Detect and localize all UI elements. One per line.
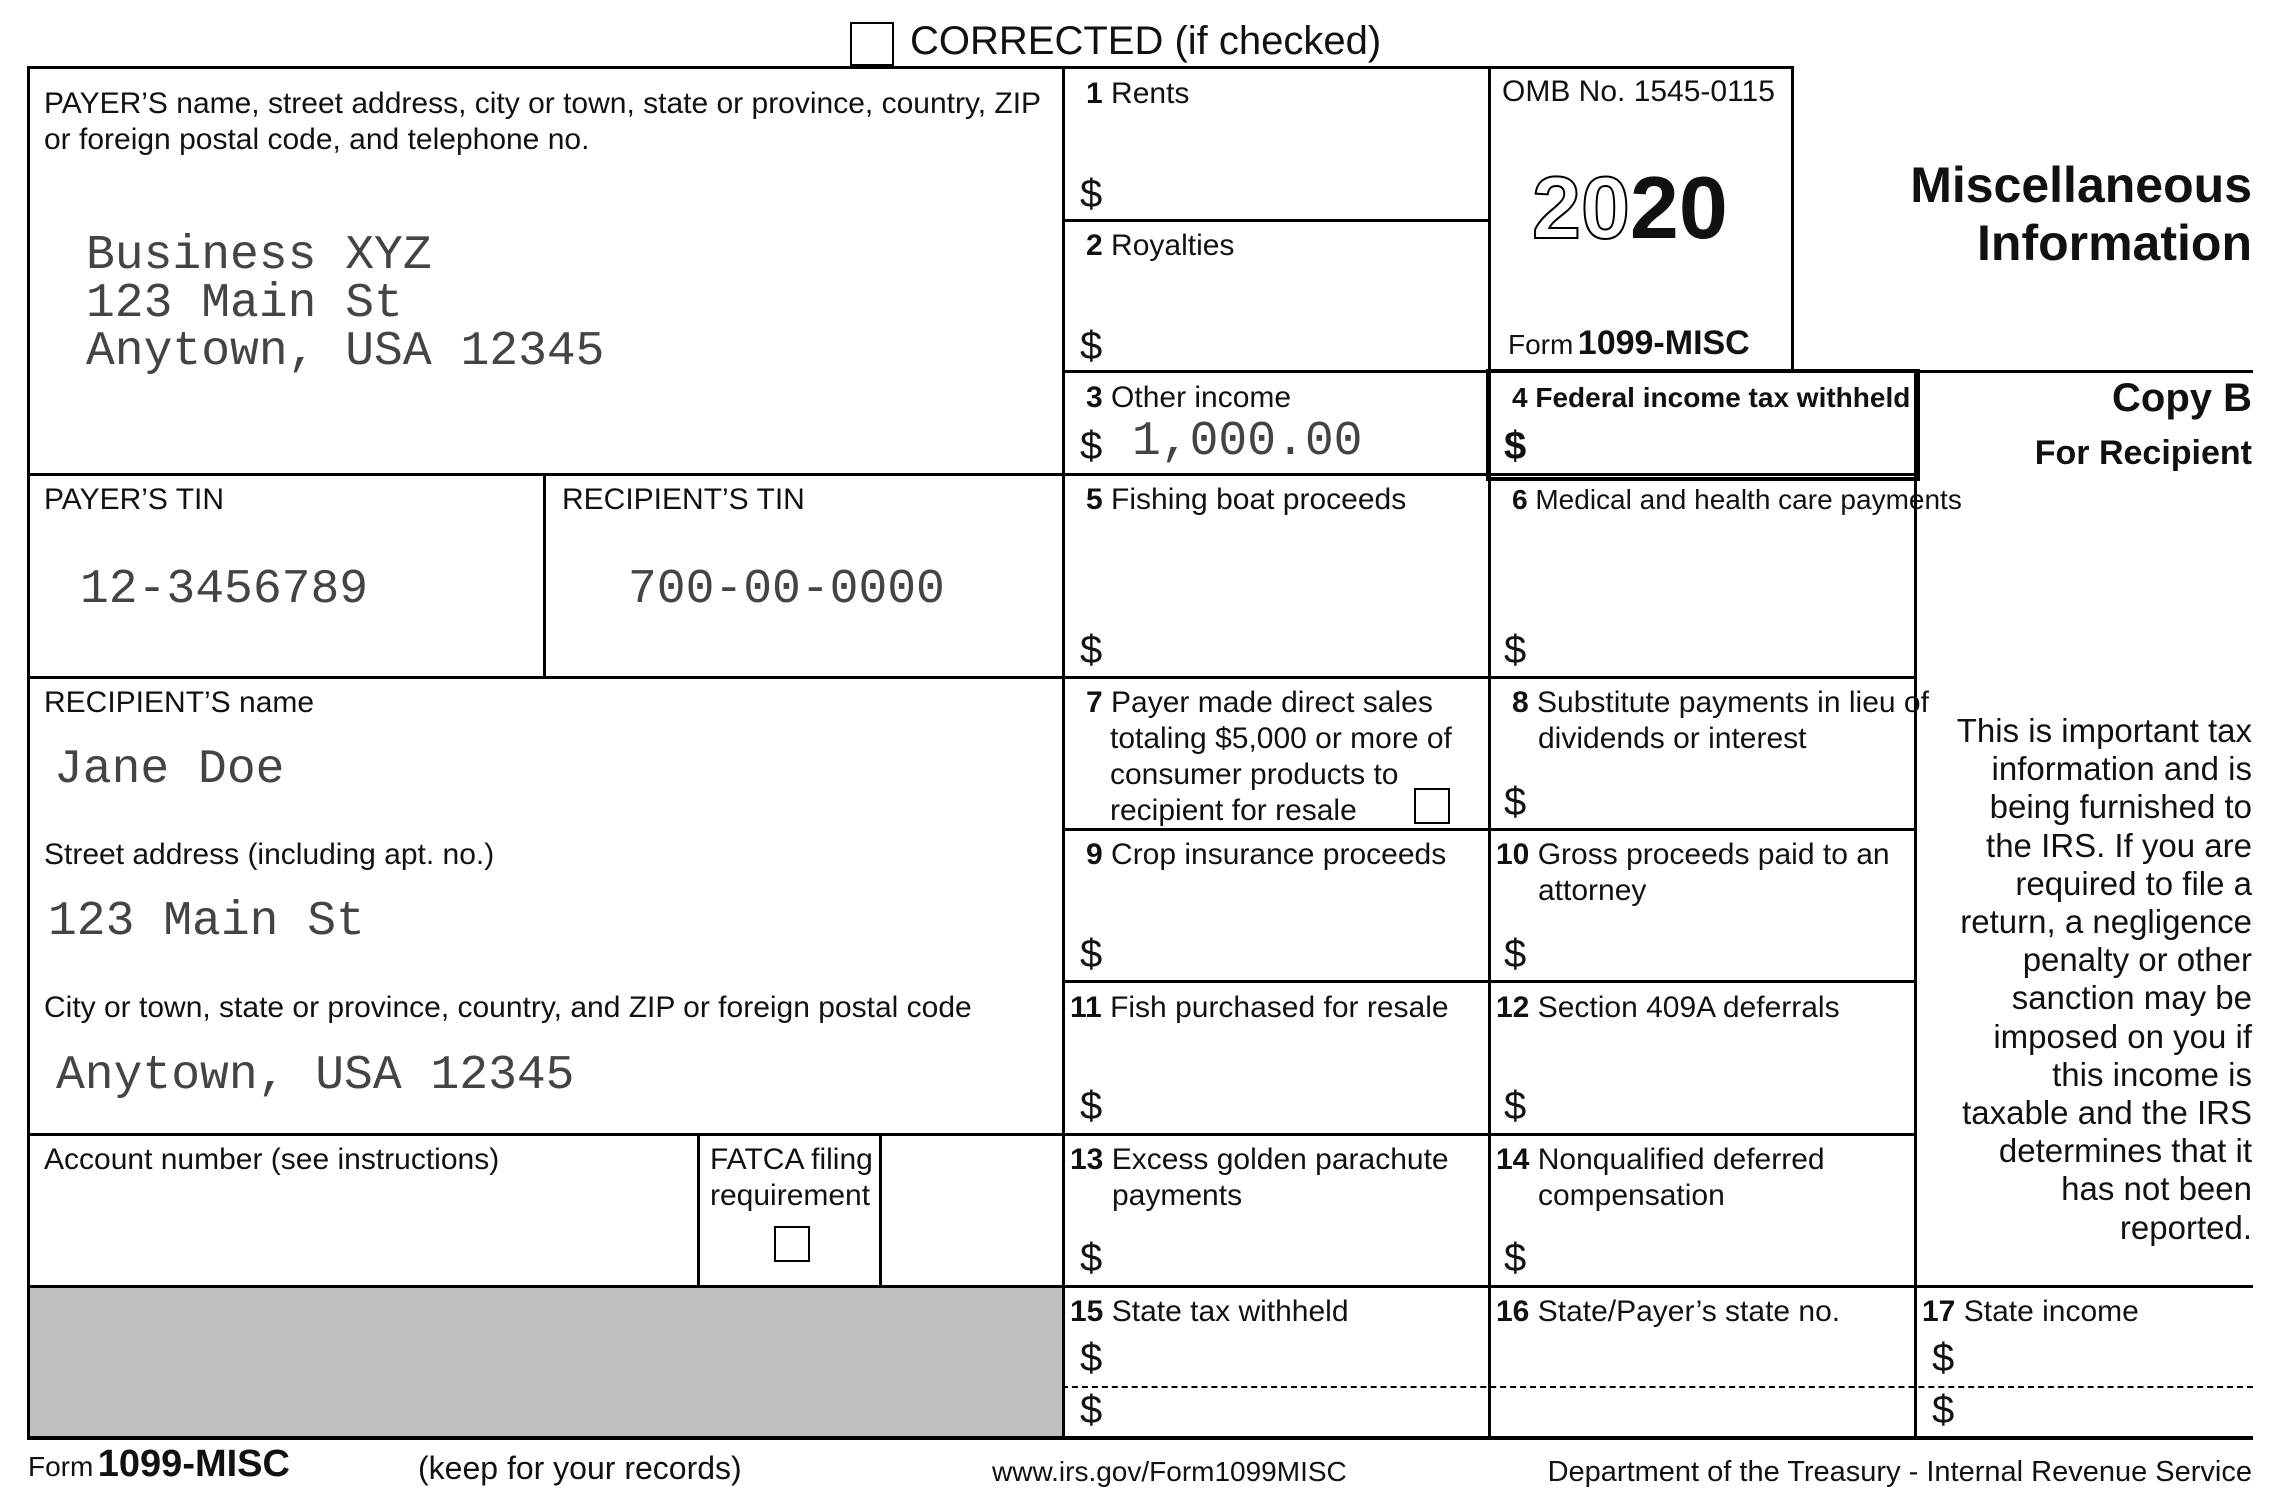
recipient-tin-value[interactable]: 700-00-0000 bbox=[628, 563, 945, 617]
box12-label: 12 Section 409A deferrals bbox=[1496, 991, 1840, 1024]
payer-label-line2: or foreign postal code, and telephone no. bbox=[44, 123, 590, 156]
recipient-name-value[interactable]: Jane Doe bbox=[54, 743, 285, 797]
omb-number: OMB No. 1545-0115 bbox=[1502, 75, 1775, 108]
rule bbox=[1791, 66, 1794, 371]
box15-dollar-2: $ bbox=[1080, 1388, 1103, 1432]
notice-line: This is important tax bbox=[1956, 712, 2252, 749]
box17-dollar-1: $ bbox=[1932, 1336, 1955, 1380]
notice-line: required to file a bbox=[2015, 864, 2252, 902]
payer-label-line1: PAYER’S name, street address, city or town, state or province, country, ZIP bbox=[44, 87, 1042, 120]
fatca-label-line1: FATCA filing bbox=[710, 1143, 873, 1176]
account-label: Account number (see instructions) bbox=[44, 1143, 500, 1176]
recipient-tin-label: RECIPIENT’S TIN bbox=[562, 483, 805, 516]
notice-line: sanction may be bbox=[2011, 979, 2252, 1017]
footer-form-id: Form 1099-MISC bbox=[28, 1443, 290, 1485]
notice-line: being furnished to bbox=[1989, 788, 2252, 826]
box1-dollar: $ bbox=[1080, 172, 1103, 216]
copy-b: Copy B bbox=[2112, 376, 2252, 420]
form-title-line2: Information bbox=[1977, 215, 2252, 271]
box2-label: 2 Royalties bbox=[1086, 229, 1235, 262]
rule bbox=[1062, 980, 1917, 983]
box4-label: 4 Federal income tax withheld bbox=[1512, 382, 1911, 413]
notice-text bbox=[1957, 712, 2252, 1247]
box8-dollar: $ bbox=[1504, 780, 1527, 824]
rule bbox=[27, 66, 30, 1439]
shaded-area bbox=[30, 1288, 1062, 1436]
box11-label: 11 Fish purchased for resale bbox=[1070, 991, 1449, 1024]
form-id: Form 1099-MISC bbox=[1508, 324, 1750, 362]
for-recipient: For Recipient bbox=[2034, 434, 2252, 472]
box17-label: 17 State income bbox=[1922, 1295, 2139, 1328]
notice-line: determines that it bbox=[1998, 1132, 2252, 1170]
box4-dollar: $ bbox=[1504, 424, 1527, 468]
box3-label: 3 Other income bbox=[1086, 381, 1292, 414]
notice-line: this income is bbox=[2052, 1055, 2252, 1093]
form-title-line1: Miscellaneous bbox=[1910, 157, 2252, 213]
box16-label: 16 State/Payer’s state no. bbox=[1496, 1295, 1841, 1328]
rule bbox=[543, 473, 546, 678]
rule bbox=[697, 1133, 700, 1287]
box13-label-line1: 13 Excess golden parachute bbox=[1070, 1143, 1449, 1176]
city-label: City or town, state or province, country, and ZIP or foreign postal code bbox=[44, 991, 972, 1024]
box7-label-line2: totaling $5,000 or more of bbox=[1110, 722, 1452, 755]
box8-label-line1: 8 Substitute payments in lieu of bbox=[1512, 686, 1929, 719]
box5-dollar: $ bbox=[1080, 628, 1103, 672]
box13-dollar: $ bbox=[1080, 1236, 1103, 1280]
fatca-label-line2: requirement bbox=[710, 1179, 871, 1212]
box12-dollar: $ bbox=[1504, 1084, 1527, 1128]
box13-label-line2: payments bbox=[1112, 1179, 1243, 1212]
box10-dollar: $ bbox=[1504, 932, 1527, 976]
street-value[interactable]: 123 Main St bbox=[48, 895, 365, 949]
box10-label-line2: attorney bbox=[1538, 874, 1647, 907]
box2-dollar: $ bbox=[1080, 324, 1103, 368]
box7-label-line3: consumer products to bbox=[1110, 758, 1399, 791]
payer-street-value[interactable]: 123 Main St bbox=[86, 277, 403, 331]
notice-line: has not been bbox=[2061, 1170, 2252, 1208]
box10-label-line1: 10 Gross proceeds paid to an bbox=[1496, 838, 1890, 871]
footer-dept: Department of the Treasury - Internal Revenue Service bbox=[1547, 1456, 2252, 1488]
rule bbox=[1914, 370, 1917, 1438]
box8-label-line2: dividends or interest bbox=[1538, 722, 1807, 755]
rule bbox=[27, 1436, 2253, 1440]
box15-dollar-1: $ bbox=[1080, 1336, 1103, 1380]
box17-dollar-2: $ bbox=[1932, 1388, 1955, 1432]
notice-line: reported. bbox=[2119, 1208, 2252, 1246]
box14-label-line2: compensation bbox=[1538, 1179, 1725, 1212]
notice-line: penalty or other bbox=[2022, 941, 2252, 979]
rule bbox=[1062, 66, 1065, 1438]
city-value[interactable]: Anytown, USA 12345 bbox=[56, 1049, 575, 1103]
box3-dollar: $ bbox=[1080, 424, 1103, 468]
box6-dollar: $ bbox=[1504, 628, 1527, 672]
payer-name-value[interactable]: Business XYZ bbox=[86, 229, 432, 283]
notice-line: information and is bbox=[1991, 750, 2252, 788]
box6-label: 6 Medical and health care payments bbox=[1512, 484, 1962, 515]
tax-year: 2020 bbox=[1532, 158, 1728, 257]
notice-line: taxable and the IRS bbox=[1962, 1094, 2252, 1132]
box7-checkbox[interactable] bbox=[1414, 788, 1450, 824]
rule bbox=[27, 66, 1793, 69]
box1-label: 1 Rents bbox=[1086, 77, 1190, 110]
box9-label: 9 Crop insurance proceeds bbox=[1086, 838, 1447, 871]
box7-label-line1: 7 Payer made direct sales bbox=[1086, 686, 1433, 719]
notice-line: the IRS. If you are bbox=[1986, 826, 2252, 864]
rule bbox=[879, 1133, 882, 1287]
footer-keep: (keep for your records) bbox=[418, 1450, 742, 1486]
recipient-name-label: RECIPIENT’S name bbox=[44, 686, 315, 719]
box3-value[interactable]: 1,000.00 bbox=[1132, 415, 1363, 469]
rule bbox=[1488, 66, 1491, 1438]
corrected-checkbox[interactable] bbox=[850, 22, 894, 66]
rule bbox=[27, 676, 1917, 679]
fatca-checkbox[interactable] bbox=[774, 1226, 810, 1262]
rule bbox=[27, 1133, 1917, 1136]
payer-tin-label: PAYER’S TIN bbox=[44, 483, 225, 516]
corrected-label: CORRECTED (if checked) bbox=[910, 19, 1382, 63]
box5-label: 5 Fishing boat proceeds bbox=[1086, 483, 1407, 516]
notice-line: return, a negligence bbox=[1960, 903, 2252, 941]
box7-label-line4: recipient for resale bbox=[1110, 794, 1357, 827]
rule bbox=[1062, 219, 1490, 222]
box9-dollar: $ bbox=[1080, 932, 1103, 976]
box11-dollar: $ bbox=[1080, 1084, 1103, 1128]
payer-tin-value[interactable]: 12-3456789 bbox=[80, 563, 369, 617]
box14-dollar: $ bbox=[1504, 1236, 1527, 1280]
notice-line: imposed on you if bbox=[1993, 1017, 2252, 1055]
footer-url[interactable]: www.irs.gov/Form1099MISC bbox=[992, 1456, 1347, 1487]
box14-label-line1: 14 Nonqualified deferred bbox=[1496, 1143, 1825, 1176]
payer-city-value[interactable]: Anytown, USA 12345 bbox=[86, 325, 605, 379]
street-label: Street address (including apt. no.) bbox=[44, 838, 495, 871]
rule bbox=[1914, 370, 2253, 373]
dashed-rule bbox=[1062, 1386, 2253, 1388]
box15-label: 15 State tax withheld bbox=[1070, 1295, 1349, 1328]
